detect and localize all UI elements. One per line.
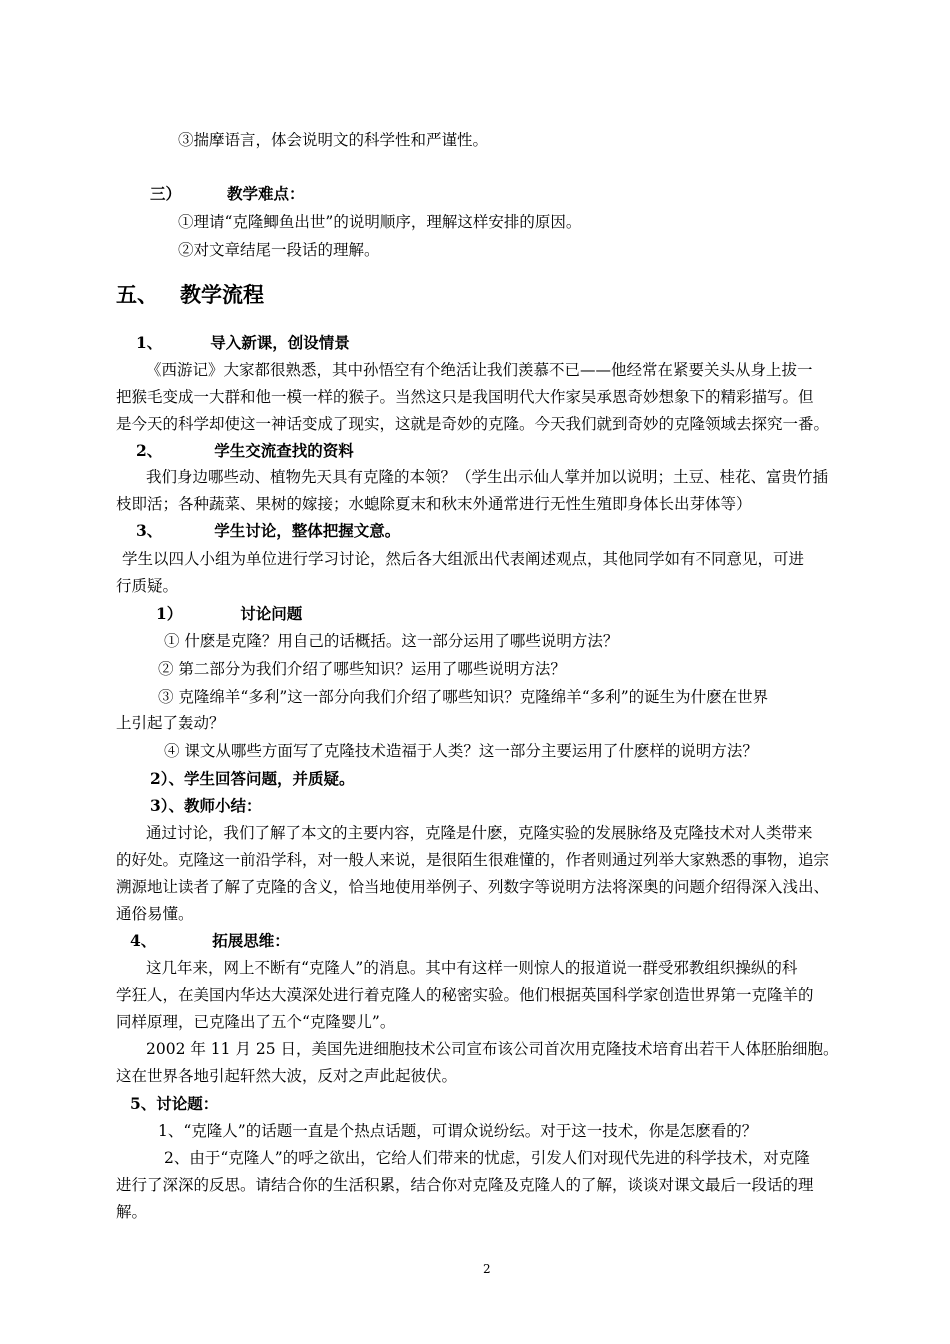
- paragraph-line: 枝即活；各种蔬菜、果树的嫁接；水螅除夏末和秋末外通常进行无性生殖即身体长出芽体等）: [116, 495, 752, 513]
- question-item: ③ 克隆绵羊“多利”这一部分向我们介绍了哪些知识？克隆绵羊“多利”的诞生为什麽在世界: [158, 688, 769, 706]
- paragraph-line: 2002 年 11 月 25 日，美国先进细胞技术公司宣布该公司首次用克隆技术培育出若干人体胚胎细胞。: [146, 1040, 839, 1058]
- section-number: 五、: [116, 282, 158, 307]
- paragraph-line: 学狂人，在美国内华达大漠深处进行着克隆人的秘密实验。他们根据英国科学家创造世界第一克隆羊的: [116, 986, 814, 1004]
- sub-heading: [156, 604, 302, 624]
- step-number: 2、: [136, 441, 163, 460]
- section-title: 教学流程: [180, 282, 264, 307]
- sub-heading: 3）、教师小结：: [150, 796, 262, 815]
- step-number: 4、: [130, 931, 157, 950]
- step-title: 学生交流查找的资料: [214, 441, 354, 460]
- paragraph-line: 是今天的科学却使这一神话变成了现实，这就是奇妙的克隆。今天我们就到奇妙的克隆领域去探究一番。: [116, 415, 830, 433]
- sub-title: 讨论问题: [240, 604, 303, 623]
- question-item: 上引起了轰动？: [116, 714, 225, 732]
- step-title: 拓展思维：: [212, 931, 290, 950]
- paragraph-line: 《西游记》大家都很熟悉，其中孙悟空有个绝活让我们羡慕不已——他经常在紧要关头从身上拔一: [146, 361, 813, 379]
- step-5-heading: 5、讨论题：: [130, 1094, 219, 1113]
- paragraph-line: 把猴毛变成一大群和他一模一样的猴子。当然这只是我国明代大作家吴承恩奇妙想象下的精彩描写。但: [116, 388, 814, 406]
- paragraph-line: 学生以四人小组为单位进行学习讨论，然后各大组派出代表阐述观点，其他同学如有不同意见，可进: [122, 550, 805, 568]
- step-title: 导入新课，创设情景: [210, 333, 350, 352]
- paragraph-line: 同样原理，已克隆出了五个“克隆婴儿”。: [116, 1013, 396, 1031]
- paragraph-line: 行质疑。: [116, 577, 179, 595]
- step-number: 1、: [136, 333, 163, 352]
- paragraph-line: 进行了深深的反思。请结合你的生活积累，结合你对克隆及克隆人的了解，谈谈对课文最后一段话的理: [116, 1176, 814, 1194]
- paragraph-line: 通过讨论，我们了解了本文的主要内容，克隆是什麽，克隆实验的发展脉络及克隆技术对人类带来: [146, 824, 813, 842]
- paragraph-line: 这在世界各地引起轩然大波，反对之声此起彼伏。: [116, 1067, 458, 1085]
- step-4-heading: [130, 931, 290, 951]
- paragraph-line: 这几年来，网上不断有“克隆人”的消息。其中有这样一则惊人的报道说一群受邪教组织操纵的科: [146, 959, 798, 977]
- step-title: 学生讨论，整体把握文意。: [214, 521, 401, 540]
- step-number: 3、: [136, 521, 163, 540]
- paragraph-line: 解。: [116, 1203, 148, 1221]
- step-3-heading: [136, 521, 400, 541]
- paragraph-line: 2、由于“克隆人”的呼之欲出，它给人们带来的忧虑，引发人们对现代先进的科学技术，对克隆: [164, 1149, 810, 1167]
- sub-number: 1）: [156, 604, 183, 623]
- discussion-question: 1、“克隆人”的话题一直是个热点话题，可谓众说纷纭。对于这一技术，你是怎麽看的？: [158, 1122, 758, 1140]
- paragraph-line: 的好处。克隆这一前沿学科，对一般人来说，是很陌生很难懂的，作者则通过列举大家熟悉的事物，追宗: [116, 851, 830, 869]
- step-2-heading: [136, 441, 354, 461]
- difficulty-item: ①理请“克隆鲫鱼出世”的说明顺序，理解这样安排的原因。: [178, 213, 582, 231]
- question-item: ④ 课文从哪些方面写了克隆技术造福于人类？这一部分主要运用了什麽样的说明方法？: [164, 742, 758, 760]
- question-item: ② 第二部分为我们介绍了哪些知识？运用了哪些说明方法？: [158, 660, 566, 678]
- difficulties-number: 三）: [150, 184, 182, 203]
- difficulties-heading: [150, 184, 305, 204]
- paragraph-line: 通俗易懂。: [116, 905, 194, 923]
- question-item: ① 什麽是克隆？用自己的话概括。这一部分运用了哪些说明方法？: [164, 632, 619, 650]
- page-number: 2: [483, 1262, 491, 1276]
- section-heading: [116, 282, 264, 308]
- difficulties-title: 教学难点：: [227, 184, 305, 203]
- step-1-heading: [136, 333, 350, 353]
- sub-heading: 2）、学生回答问题，并质疑。: [150, 769, 355, 788]
- paragraph-line: 我们身边哪些动、植物先天具有克隆的本领？（学生出示仙人掌并加以说明；土豆、桂花、富贵竹插: [146, 468, 829, 486]
- objective-item-3: ③揣摩语言，体会说明文的科学性和严谨性。: [178, 131, 489, 149]
- difficulty-item: ②对文章结尾一段话的理解。: [178, 241, 380, 259]
- paragraph-line: 溯源地让读者了解了克隆的含义，恰当地使用举例子、列数字等说明方法将深奥的问题介绍得深入浅出、: [116, 878, 830, 896]
